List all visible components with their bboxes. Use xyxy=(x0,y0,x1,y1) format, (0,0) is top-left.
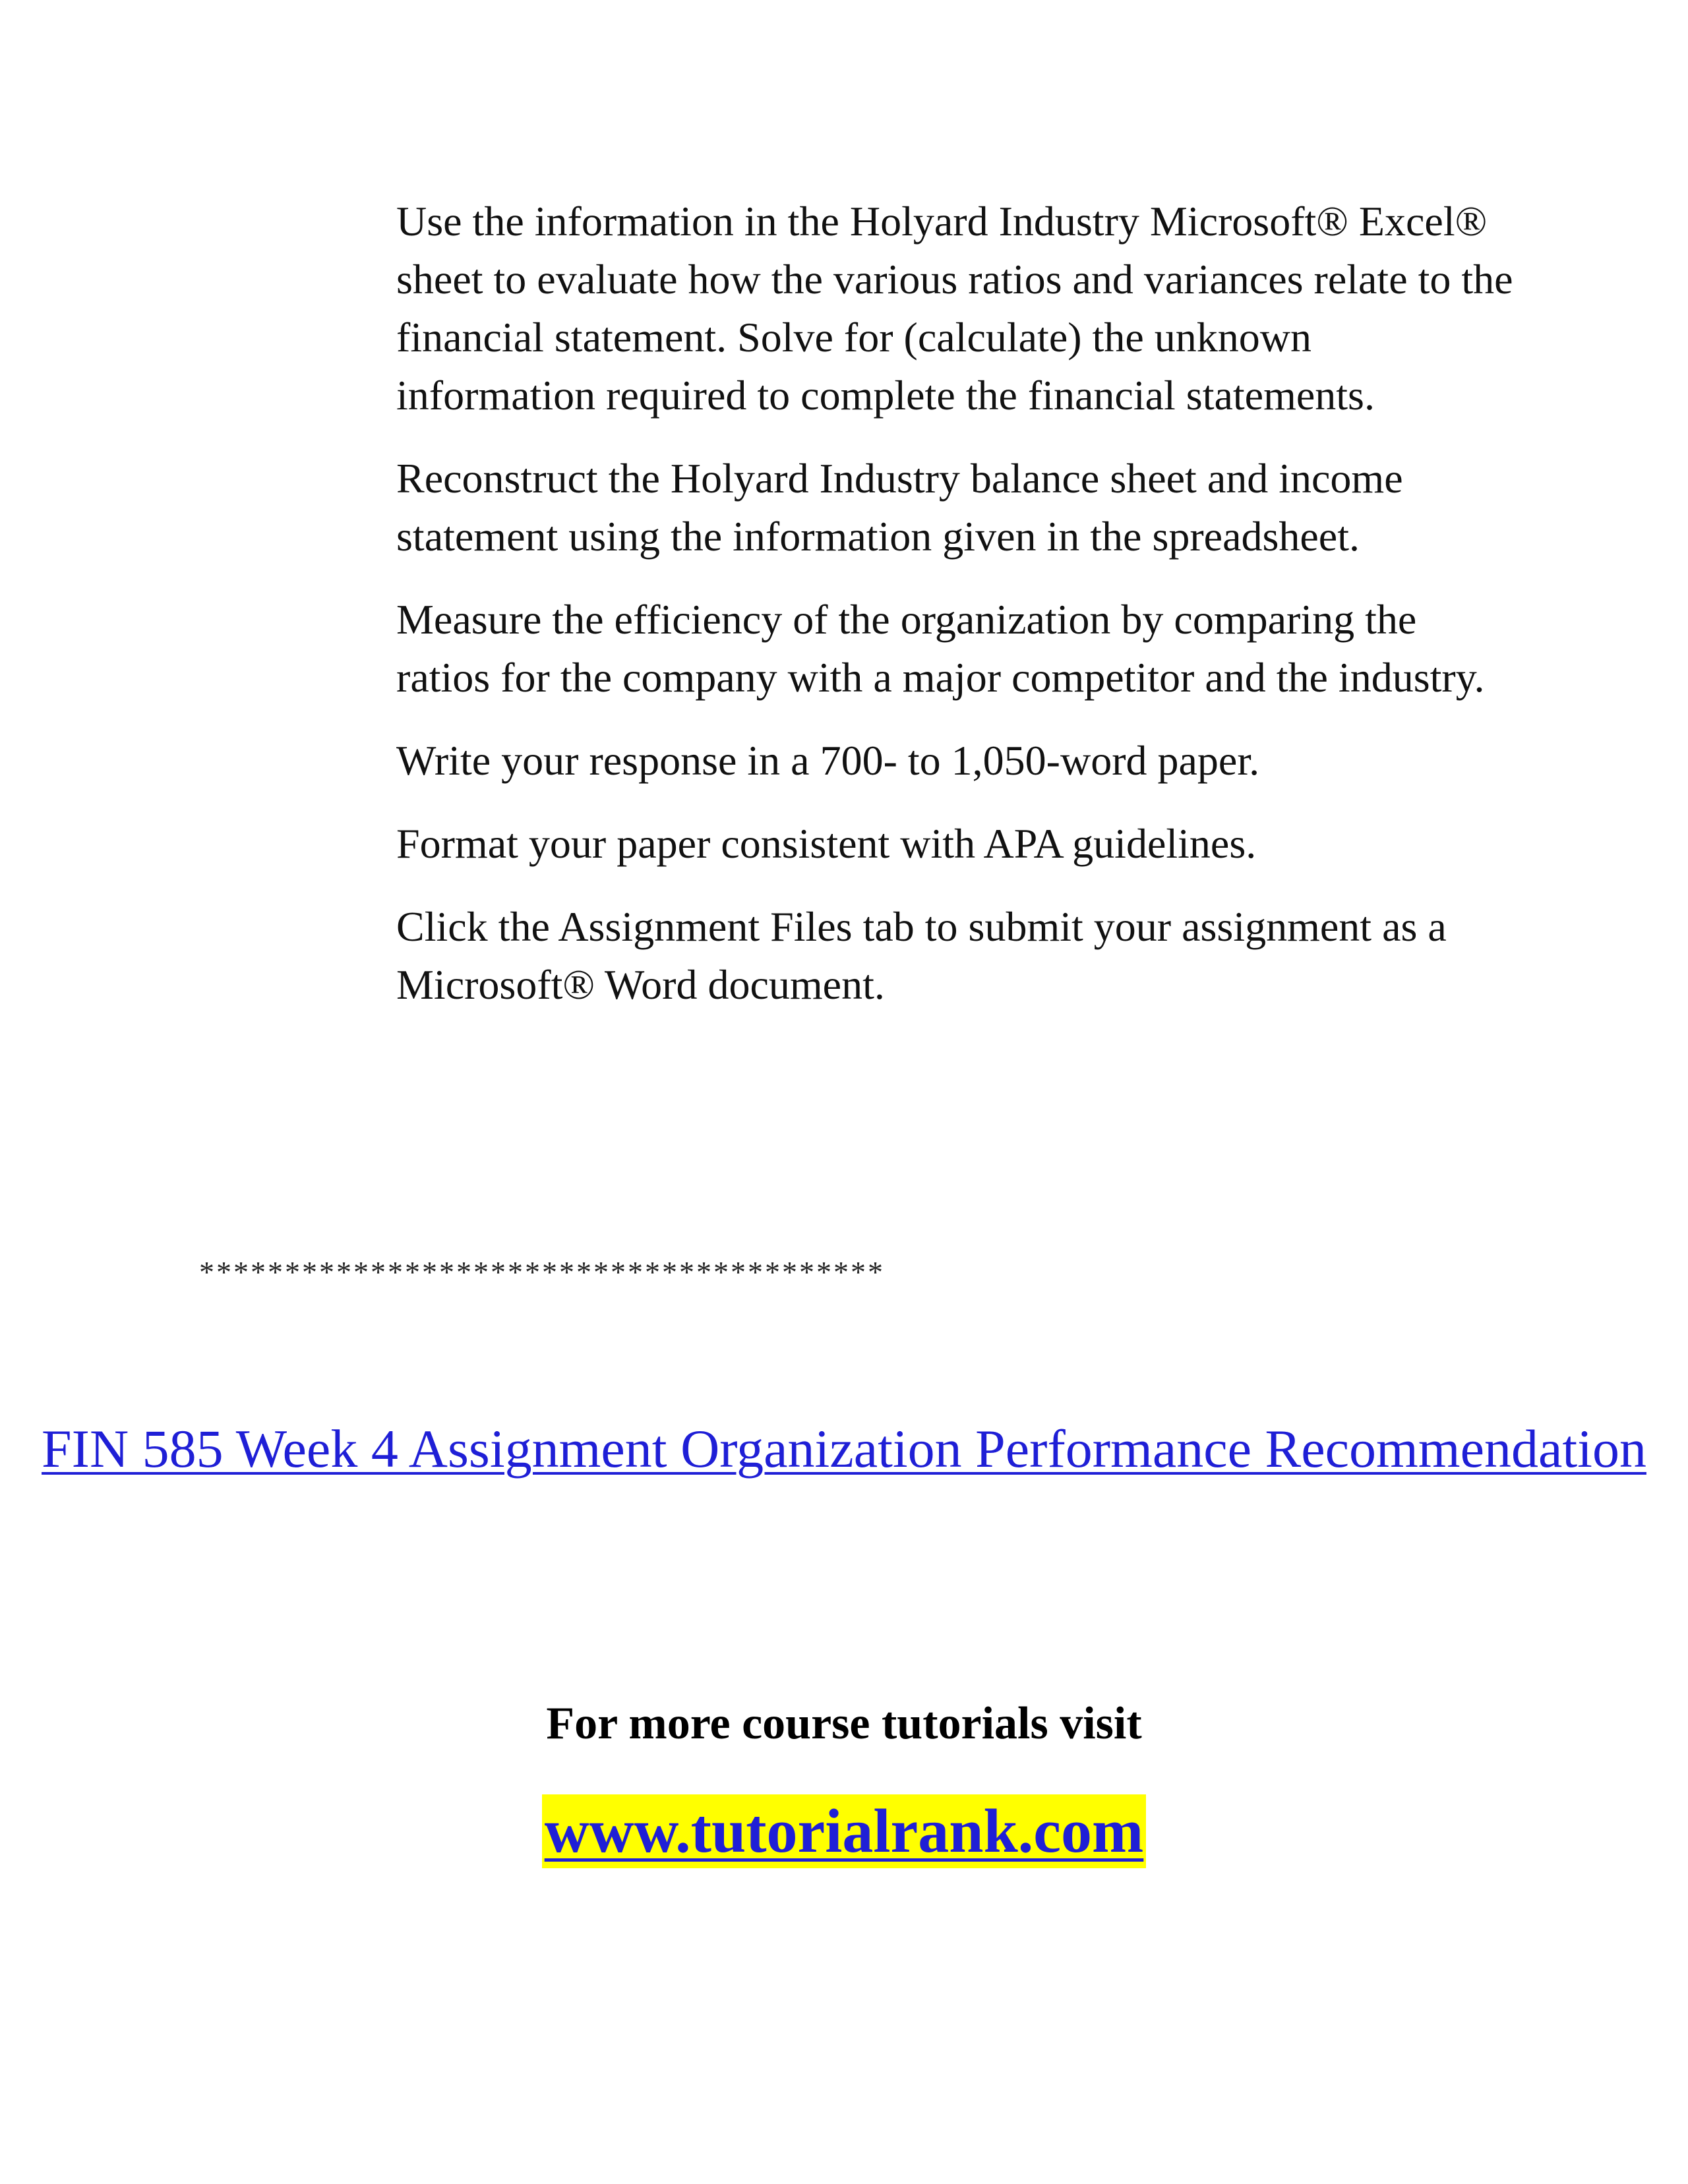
assignment-title-link[interactable]: FIN 585 Week 4 Assignment Organization Performance Recommendation xyxy=(42,1419,1646,1479)
assignment-link-heading xyxy=(0,1417,1688,1481)
paragraph-submit: Click the Assignment Files tab to submit your assignment as a Microsoft® Word document. xyxy=(396,903,1447,1008)
instructions-block xyxy=(396,192,1517,1039)
more-tutorials-text: For more course tutorials visit xyxy=(546,1698,1142,1749)
paragraph-evaluate-ratios: Use the information in the Holyard Industry Microsoft® Excel® sheet to evaluate how the various ratios and variances relate to the financial statement. Solve for (calculate) the unknown information required to complete the financial statements. xyxy=(396,198,1513,419)
paragraph-word-count: Write your response in a 700- to 1,050-word paper. xyxy=(396,737,1260,784)
site-link-wrapper xyxy=(0,1794,1688,1868)
paragraph-apa-format: Format your paper consistent with APA guidelines. xyxy=(396,820,1257,867)
paragraph-reconstruct: Reconstruct the Holyard Industry balance sheet and income statement using the information given in the spreadsheet. xyxy=(396,455,1403,560)
site-link-highlight xyxy=(542,1794,1147,1868)
asterisk-divider: **************************************** xyxy=(199,1255,885,1289)
tutorialrank-link[interactable]: www.tutorialrank.com xyxy=(544,1797,1144,1866)
paragraph-measure-efficiency: Measure the efficiency of the organization by comparing the ratios for the company with a major competitor and the industry. xyxy=(396,596,1485,701)
